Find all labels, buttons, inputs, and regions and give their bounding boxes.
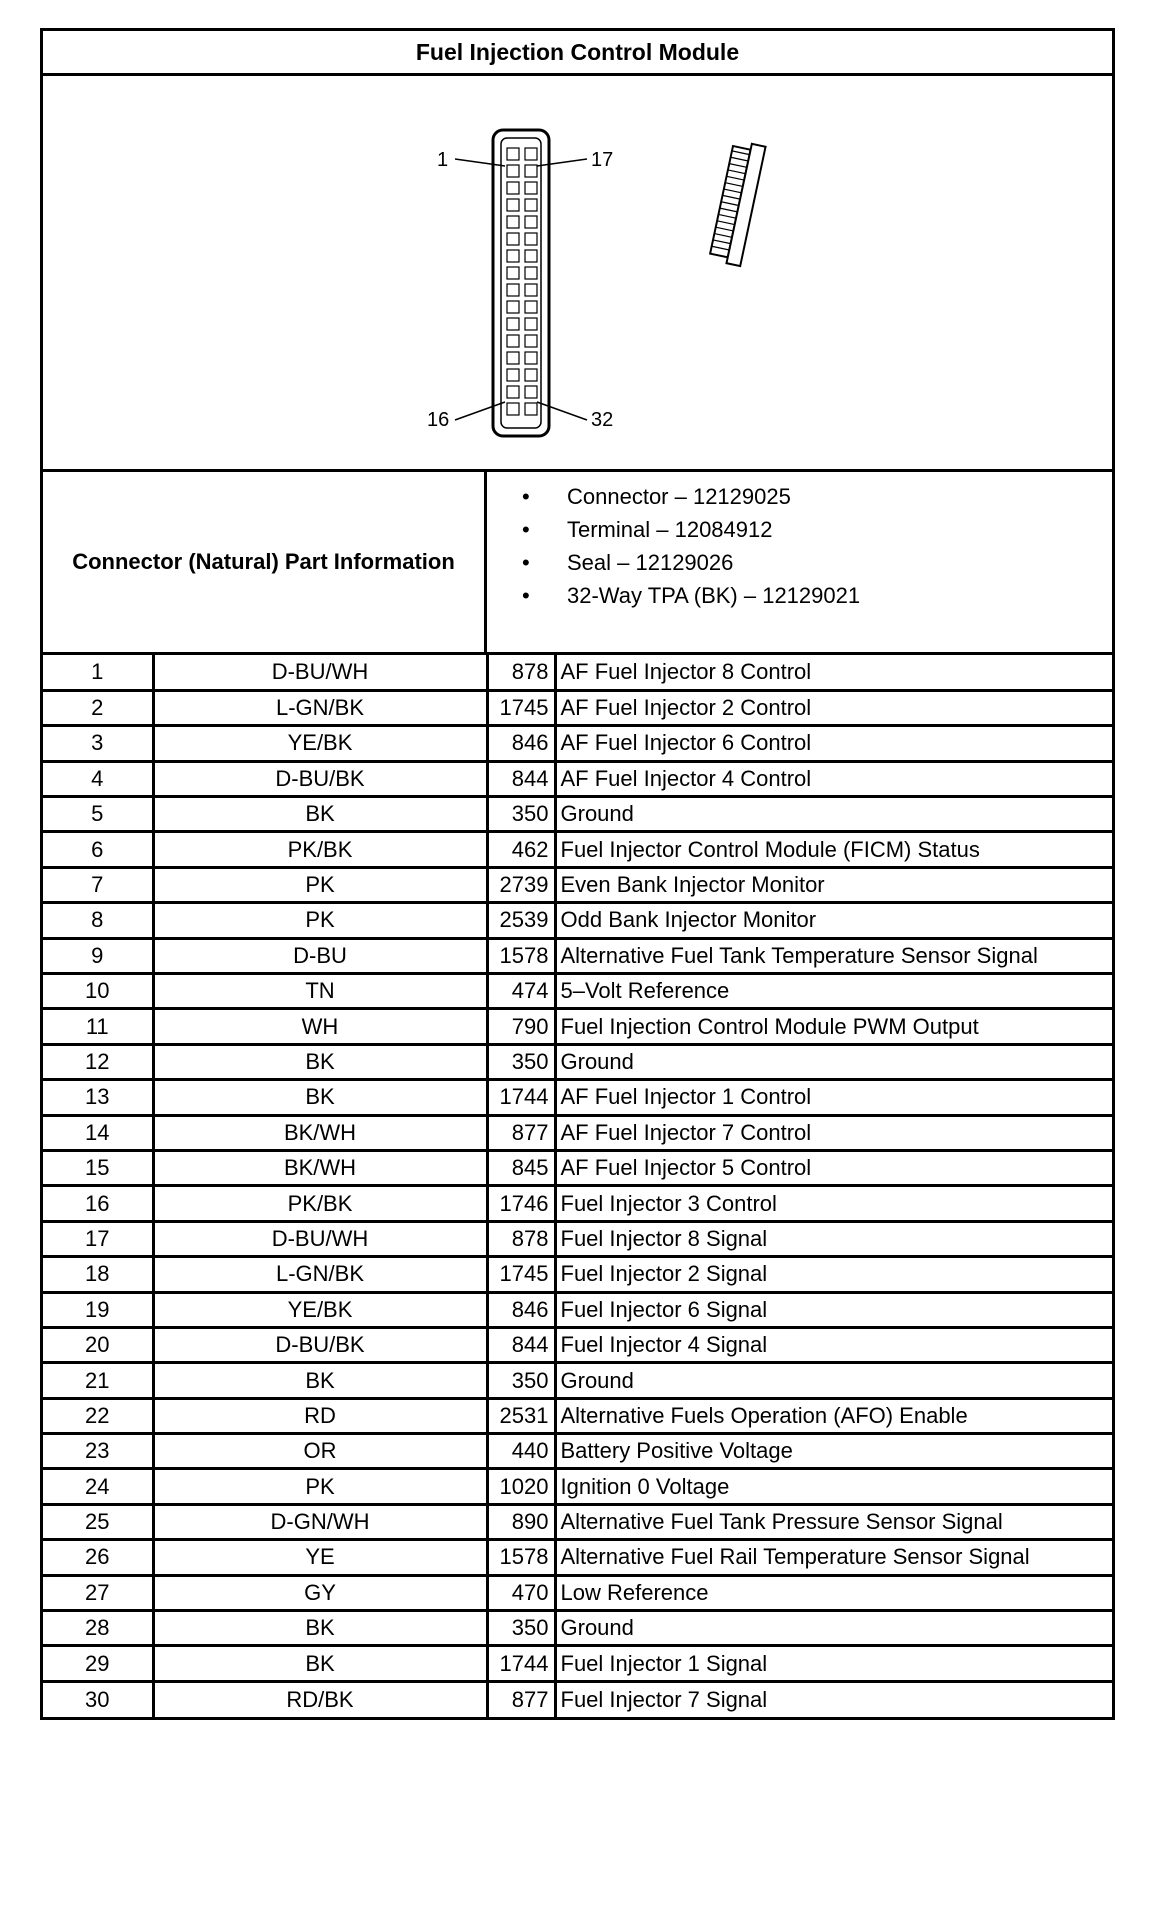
part-information-label: Connector (Natural) Part Information — [43, 472, 487, 652]
pin-cell: 17 — [43, 1221, 153, 1256]
circuit-cell: 350 — [487, 797, 555, 832]
circuit-cell: 846 — [487, 726, 555, 761]
table-row — [43, 1292, 1112, 1327]
table-row — [43, 1257, 1112, 1292]
function-cell: Fuel Injector 1 Signal — [555, 1646, 1112, 1681]
connector-diagram — [43, 76, 1112, 469]
circuit-cell: 470 — [487, 1575, 555, 1610]
circuit-cell: 1578 — [487, 1540, 555, 1575]
part-item: • Connector – 12129025 — [567, 480, 1112, 513]
table-row — [43, 1150, 1112, 1185]
pin-cell: 5 — [43, 797, 153, 832]
wire-color-cell: PK/BK — [153, 832, 487, 867]
circuit-cell: 790 — [487, 1009, 555, 1044]
table-row — [43, 1646, 1112, 1681]
pin-cell: 9 — [43, 938, 153, 973]
pin-label-1: 1 — [437, 149, 449, 171]
part-information-list — [487, 472, 1112, 652]
table-row — [43, 1115, 1112, 1150]
function-cell: Fuel Injector 6 Signal — [555, 1292, 1112, 1327]
wire-color-cell: BK/WH — [153, 1150, 487, 1185]
table-row — [43, 1575, 1112, 1610]
table-row — [43, 903, 1112, 938]
pin-cell: 16 — [43, 1186, 153, 1221]
circuit-cell: 2539 — [487, 903, 555, 938]
wire-color-cell: PK/BK — [153, 1186, 487, 1221]
function-cell: AF Fuel Injector 6 Control — [555, 726, 1112, 761]
circuit-cell: 350 — [487, 1044, 555, 1079]
pin-label-16: 16 — [427, 409, 450, 431]
circuit-cell: 845 — [487, 1150, 555, 1185]
wire-color-cell: BK/WH — [153, 1115, 487, 1150]
circuit-cell: 877 — [487, 1115, 555, 1150]
pin-cell: 30 — [43, 1681, 153, 1716]
pin-cell: 24 — [43, 1469, 153, 1504]
wire-color-cell: RD — [153, 1398, 487, 1433]
table-row — [43, 1363, 1112, 1398]
function-cell: Alternative Fuel Tank Temperature Sensor Signal — [555, 938, 1112, 973]
wire-color-cell: BK — [153, 797, 487, 832]
function-cell: Fuel Injector 8 Signal — [555, 1221, 1112, 1256]
function-cell: Odd Bank Injector Monitor — [555, 903, 1112, 938]
wire-color-cell: BK — [153, 1363, 487, 1398]
circuit-cell: 878 — [487, 1221, 555, 1256]
pin-cell: 20 — [43, 1327, 153, 1362]
table-row — [43, 1221, 1112, 1256]
page-title: Fuel Injection Control Module — [43, 31, 1112, 76]
function-cell: Fuel Injector 2 Signal — [555, 1257, 1112, 1292]
circuit-cell: 462 — [487, 832, 555, 867]
circuit-cell: 350 — [487, 1611, 555, 1646]
table-row — [43, 655, 1112, 690]
function-cell: Alternative Fuel Tank Pressure Sensor Signal — [555, 1504, 1112, 1539]
table-row — [43, 1611, 1112, 1646]
pin-cell: 7 — [43, 867, 153, 902]
table-row — [43, 1009, 1112, 1044]
function-cell: Battery Positive Voltage — [555, 1434, 1112, 1469]
function-cell: AF Fuel Injector 8 Control — [555, 655, 1112, 690]
table-row — [43, 1044, 1112, 1079]
function-cell: Ignition 0 Voltage — [555, 1469, 1112, 1504]
function-cell: Even Bank Injector Monitor — [555, 867, 1112, 902]
pin-label-32: 32 — [591, 409, 614, 431]
pin-cell: 15 — [43, 1150, 153, 1185]
table-row — [43, 797, 1112, 832]
wire-color-cell: WH — [153, 1009, 487, 1044]
wire-color-cell: D-BU/BK — [153, 761, 487, 796]
table-row — [43, 1434, 1112, 1469]
pinout-table — [43, 655, 1112, 1717]
pin-cell: 26 — [43, 1540, 153, 1575]
connector-side-view — [709, 140, 766, 266]
wire-color-cell: PK — [153, 1469, 487, 1504]
pin-label-17: 17 — [591, 149, 614, 171]
wire-color-cell: TN — [153, 974, 487, 1009]
wire-color-cell: BK — [153, 1080, 487, 1115]
table-row — [43, 1681, 1112, 1716]
pin-cell: 2 — [43, 690, 153, 725]
function-cell: Alternative Fuel Rail Temperature Sensor Signal — [555, 1540, 1112, 1575]
circuit-cell: 1745 — [487, 1257, 555, 1292]
function-cell: Alternative Fuels Operation (AFO) Enable — [555, 1398, 1112, 1433]
pin-cell: 12 — [43, 1044, 153, 1079]
wire-color-cell: BK — [153, 1044, 487, 1079]
table-row — [43, 974, 1112, 1009]
table-row — [43, 1186, 1112, 1221]
pin-cell: 10 — [43, 974, 153, 1009]
part-item: • Terminal – 12084912 — [567, 513, 1112, 546]
circuit-cell: 890 — [487, 1504, 555, 1539]
circuit-cell: 1746 — [487, 1186, 555, 1221]
pin-cell: 14 — [43, 1115, 153, 1150]
circuit-cell: 1020 — [487, 1469, 555, 1504]
wire-color-cell: PK — [153, 867, 487, 902]
function-cell: Fuel Injector 3 Control — [555, 1186, 1112, 1221]
function-cell: Ground — [555, 797, 1112, 832]
wire-color-cell: D-BU/WH — [153, 1221, 487, 1256]
pin-cell: 11 — [43, 1009, 153, 1044]
wire-color-cell: L-GN/BK — [153, 1257, 487, 1292]
table-row — [43, 726, 1112, 761]
circuit-cell: 1745 — [487, 690, 555, 725]
pin-cell: 3 — [43, 726, 153, 761]
pin-cell: 13 — [43, 1080, 153, 1115]
function-cell: Low Reference — [555, 1575, 1112, 1610]
circuit-cell: 844 — [487, 1327, 555, 1362]
pin-cell: 8 — [43, 903, 153, 938]
part-item: • Seal – 12129026 — [567, 546, 1112, 579]
pin-cell: 6 — [43, 832, 153, 867]
pin-cell: 25 — [43, 1504, 153, 1539]
circuit-cell: 1744 — [487, 1646, 555, 1681]
wire-color-cell: YE/BK — [153, 726, 487, 761]
circuit-cell: 846 — [487, 1292, 555, 1327]
circuit-cell: 2739 — [487, 867, 555, 902]
function-cell: Fuel Injector Control Module (FICM) Status — [555, 832, 1112, 867]
pin-cell: 22 — [43, 1398, 153, 1433]
table-row — [43, 761, 1112, 796]
table-row — [43, 832, 1112, 867]
wire-color-cell: D-BU/BK — [153, 1327, 487, 1362]
part-item: • 32-Way TPA (BK) – 12129021 — [567, 579, 1112, 612]
wire-color-cell: YE — [153, 1540, 487, 1575]
circuit-cell: 844 — [487, 761, 555, 796]
function-cell: AF Fuel Injector 2 Control — [555, 690, 1112, 725]
function-cell: AF Fuel Injector 5 Control — [555, 1150, 1112, 1185]
wire-color-cell: D-GN/WH — [153, 1504, 487, 1539]
function-cell: Ground — [555, 1363, 1112, 1398]
pin-cell: 29 — [43, 1646, 153, 1681]
function-cell: Fuel Injection Control Module PWM Output — [555, 1009, 1112, 1044]
pinout-sheet — [40, 28, 1115, 1720]
table-row — [43, 1504, 1112, 1539]
pin-cell: 23 — [43, 1434, 153, 1469]
pin-cell: 21 — [43, 1363, 153, 1398]
function-cell: Fuel Injector 4 Signal — [555, 1327, 1112, 1362]
circuit-cell: 878 — [487, 655, 555, 690]
pin-cell: 28 — [43, 1611, 153, 1646]
circuit-cell: 1578 — [487, 938, 555, 973]
circuit-cell: 1744 — [487, 1080, 555, 1115]
pin-cell: 1 — [43, 655, 153, 690]
function-cell: 5–Volt Reference — [555, 974, 1112, 1009]
wire-color-cell: D-BU/WH — [153, 655, 487, 690]
pin-cell: 18 — [43, 1257, 153, 1292]
pin-cell: 19 — [43, 1292, 153, 1327]
wire-color-cell: OR — [153, 1434, 487, 1469]
circuit-cell: 877 — [487, 1681, 555, 1716]
function-cell: AF Fuel Injector 1 Control — [555, 1080, 1112, 1115]
wire-color-cell: BK — [153, 1646, 487, 1681]
table-row — [43, 1080, 1112, 1115]
function-cell: AF Fuel Injector 4 Control — [555, 761, 1112, 796]
circuit-cell: 350 — [487, 1363, 555, 1398]
pin-cell: 27 — [43, 1575, 153, 1610]
function-cell: Ground — [555, 1611, 1112, 1646]
circuit-cell: 440 — [487, 1434, 555, 1469]
table-row — [43, 690, 1112, 725]
circuit-cell: 474 — [487, 974, 555, 1009]
table-row — [43, 1398, 1112, 1433]
circuit-cell: 2531 — [487, 1398, 555, 1433]
table-row — [43, 938, 1112, 973]
table-row — [43, 867, 1112, 902]
wire-color-cell: L-GN/BK — [153, 690, 487, 725]
wire-color-cell: D-BU — [153, 938, 487, 973]
wire-color-cell: PK — [153, 903, 487, 938]
function-cell: Ground — [555, 1044, 1112, 1079]
table-row — [43, 1540, 1112, 1575]
wire-color-cell: RD/BK — [153, 1681, 487, 1716]
wire-color-cell: GY — [153, 1575, 487, 1610]
connector-figure — [43, 76, 1112, 472]
part-information — [43, 472, 1112, 655]
pin-cell: 4 — [43, 761, 153, 796]
table-row — [43, 1469, 1112, 1504]
function-cell: AF Fuel Injector 7 Control — [555, 1115, 1112, 1150]
wire-color-cell: YE/BK — [153, 1292, 487, 1327]
table-row — [43, 1327, 1112, 1362]
wire-color-cell: BK — [153, 1611, 487, 1646]
function-cell: Fuel Injector 7 Signal — [555, 1681, 1112, 1716]
